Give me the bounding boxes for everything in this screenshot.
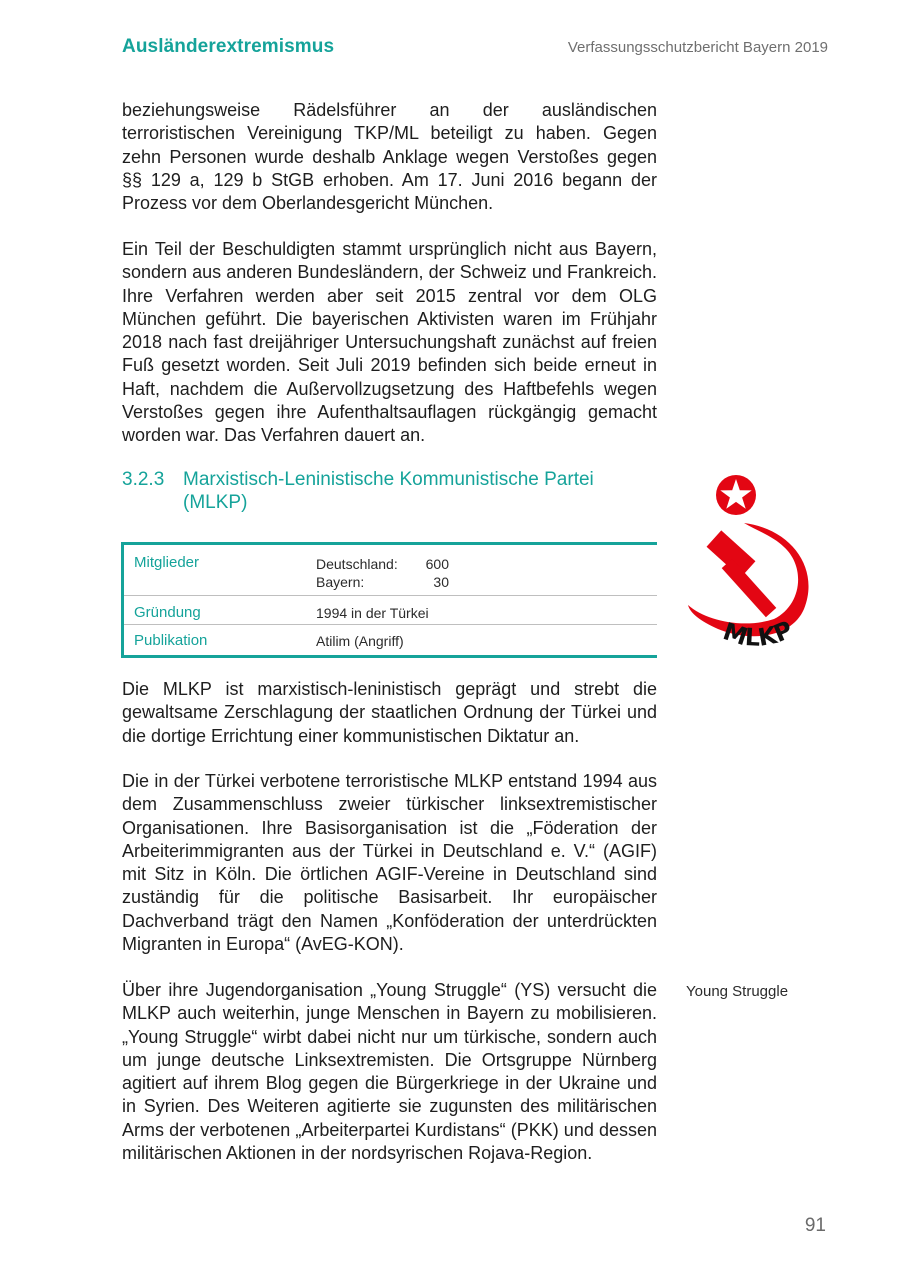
paragraph-mlkp-origin: Die in der Türkei verbotene terroristische MLKP entstand 1994 aus dem Zusammenschluss zweier türkischer linksextremistischer Organisationen. Ihre Basisorganisation ist die „Föderation der Arbeiterimmigranten aus der Türkei in Deutschland e. V.“ (AGIF) mit Sitz in Köln. Die örtlichen AGIF-Vereine in Deutschland sind zuständig für die politische Basisarbeit. Ihr europäischer Dachverband trägt den Namen „Konföderation der unterdrückten Migranten in Europa“ (AvEG-KON). <box>122 771 657 955</box>
paragraph-tkp-ml-trial: beziehungsweise Rädelsführer an der ausländischen terroristischen Vereinigung TKP/ML beteiligt zu haben. Gegen zehn Personen wurde deshalb Anklage wegen Verstoßes gegen §§ 129 a, 129 b StGB erhoben. Am 17. Juni 2016 begann der Prozess vor dem Oberlandesgericht München. <box>122 100 657 214</box>
fact-row-members <box>124 554 657 594</box>
fact-label-publication: Publikation <box>134 632 208 649</box>
paragraph-accused-origin: Ein Teil der Beschuldigten stammt ursprünglich nicht aus Bayern, sondern aus anderen Bundesländern, der Schweiz und Frankreich. Ihre Verfahren werden aber seit 2015 zentral vor dem OLG München geführt. Die bayerischen Aktivisten waren im Frühjahr 2018 nach fast dreijähriger Untersuchungshaft zunächst auf freien Fuß gesetzt worden. Seit Juli 2019 befinden sich beide erneut in Haft, nachdem die Außervollzugsetzung des Haftbefehls wegen Verstoßes gegen ihre Aufenthaltsauflagen rückgängig gemacht worden war. Das Verfahren dauert an. <box>122 239 657 446</box>
fact-value-publication: Atilim (Angriff) <box>316 633 404 649</box>
running-header-section: Ausländerextremismus <box>122 36 335 57</box>
fact-value-members <box>316 555 449 591</box>
logo-text: MLKP <box>719 615 797 652</box>
running-header-publication: Verfassungsschutzbericht Bayern 2019 <box>567 39 828 56</box>
section-number: 3.2.3 <box>122 469 165 490</box>
fact-box <box>121 542 657 658</box>
fact-value-founding: 1994 in der Türkei <box>316 605 429 621</box>
fact-label-members: Mitglieder <box>134 554 200 571</box>
fact-row-publication <box>124 624 657 655</box>
section-title: Marxistisch-Leninistische Kommunistische Partei (MLKP) <box>183 469 594 513</box>
page-number: 91 <box>804 1215 826 1236</box>
fact-row-founding <box>124 595 657 624</box>
margin-note: Young Struggle <box>686 983 789 1000</box>
mlkp-logo <box>684 473 828 665</box>
members-row-germany: Deutschland: 600 <box>316 556 449 572</box>
paragraph-mlkp-ideology: Die MLKP ist marxistisch-leninistisch geprägt und strebt die gewaltsame Zerschlagung der staatlichen Ordnung der Türkei und die dortige Errichtung einer kommunistischen Diktatur an. <box>122 679 657 746</box>
fact-label-founding: Gründung <box>134 604 201 621</box>
paragraph-young-struggle: Über ihre Jugendorganisation „Young Struggle“ (YS) versucht die MLKP auch weiterhin, junge Menschen in Bayern zu mobilisieren. „Young Struggle“ wirbt dabei nicht nur um türkische, sondern auch um junge deutsche Linksextremisten. Die Ortsgruppe Nürnberg agitiert auf ihrem Blog gegen die Bürgerkriege in der Ukraine und in Syrien. Des Weiteren agitierte sie zugunsten des militärischen Arms der verbotenen „Arbeiterpartei Kurdistans“ (PKK) und dessen militärischen Aktionen in der nordsyrischen Rojava-Region. <box>122 980 657 1164</box>
members-row-bavaria: Bayern: 30 <box>316 574 449 590</box>
